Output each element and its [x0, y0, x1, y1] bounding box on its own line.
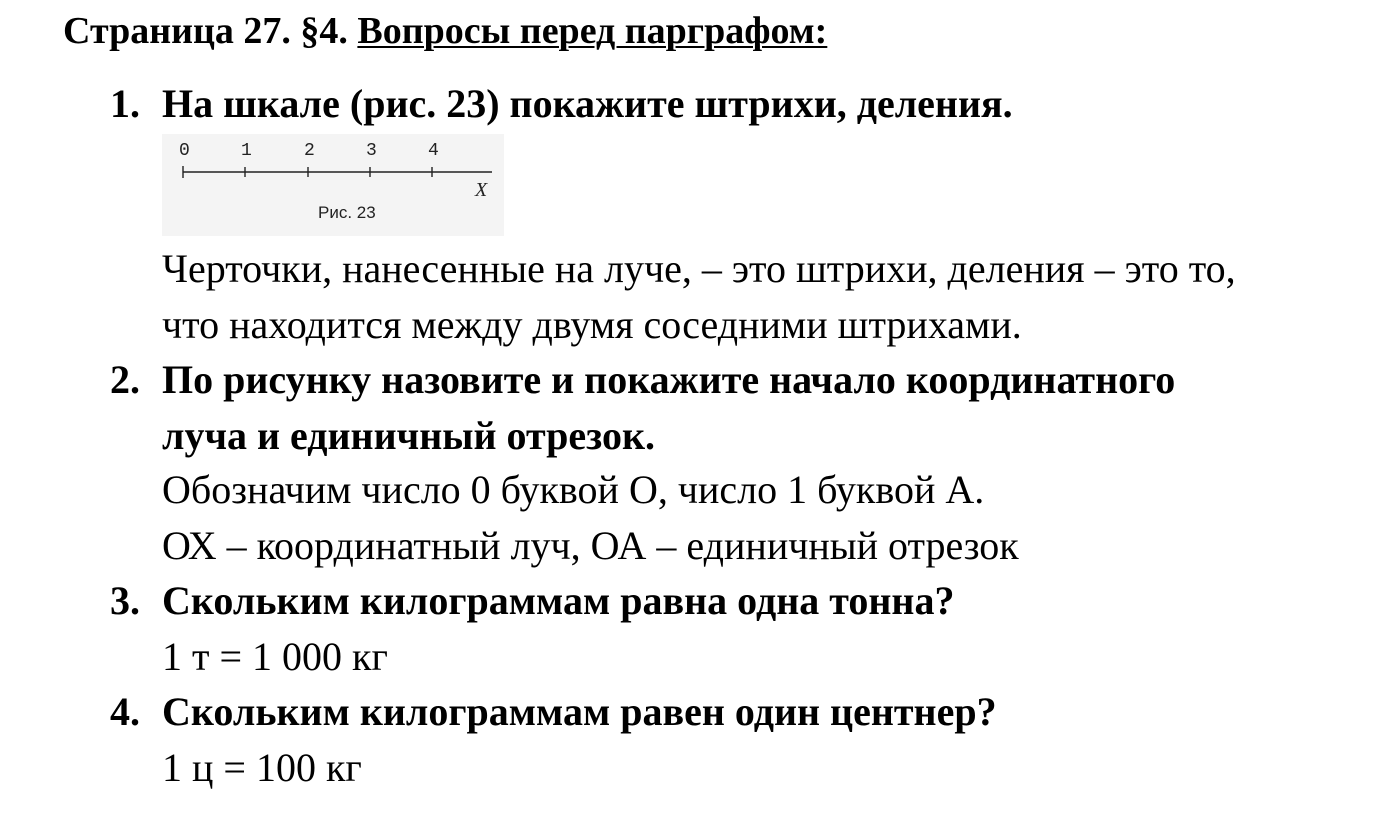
number-ray-diagram: [162, 134, 504, 236]
question-text: Скольким килограммам равен один центнер?: [162, 689, 997, 734]
tick-label-0: 0: [179, 141, 190, 161]
question-number: 1.: [110, 81, 140, 126]
question-1: [110, 76, 1013, 132]
figure-caption: Рис. 23: [318, 203, 376, 222]
page-header: [63, 8, 827, 54]
tick-label-2: 2: [304, 141, 315, 161]
question-2: [110, 352, 1175, 408]
question-number: 2.: [110, 357, 140, 402]
question-number: 3.: [110, 578, 140, 623]
header-prefix: Страница 27. §4.: [63, 10, 358, 52]
answer-2-line-2: ОХ – координатный луч, ОА – единичный отрезок: [162, 523, 1019, 568]
question-text: На шкале (рис. 23) покажите штрихи, деления.: [162, 81, 1013, 126]
answer-1-line-2: что находится между двумя соседними штрихами.: [162, 302, 1022, 347]
tick-label-1: 1: [241, 141, 252, 161]
question-text: По рисунку назовите и покажите начало координатного: [162, 357, 1176, 402]
tick-label-3: 3: [366, 141, 377, 161]
answer-1-line-1: Черточки, нанесенные на луче, – это штрихи, деления – это то,: [162, 246, 1236, 291]
tick-label-4: 4: [428, 141, 439, 161]
axis-label-x: X: [475, 179, 488, 201]
figure-number-ray: [162, 134, 504, 236]
question-number: 4.: [110, 689, 140, 734]
question-text: Скольким килограммам равна одна тонна?: [162, 578, 955, 623]
answer-4: 1 ц = 100 кг: [162, 745, 362, 790]
header-title: Вопросы перед парграфом:: [357, 10, 828, 52]
question-3: [110, 573, 954, 629]
question-2-continuation: луча и единичный отрезок.: [162, 413, 656, 458]
answer-3: 1 т = 1 000 кг: [162, 634, 388, 679]
answer-2-line-1: Обозначим число 0 буквой О, число 1 буквой А.: [162, 467, 985, 512]
question-4: [110, 684, 997, 740]
